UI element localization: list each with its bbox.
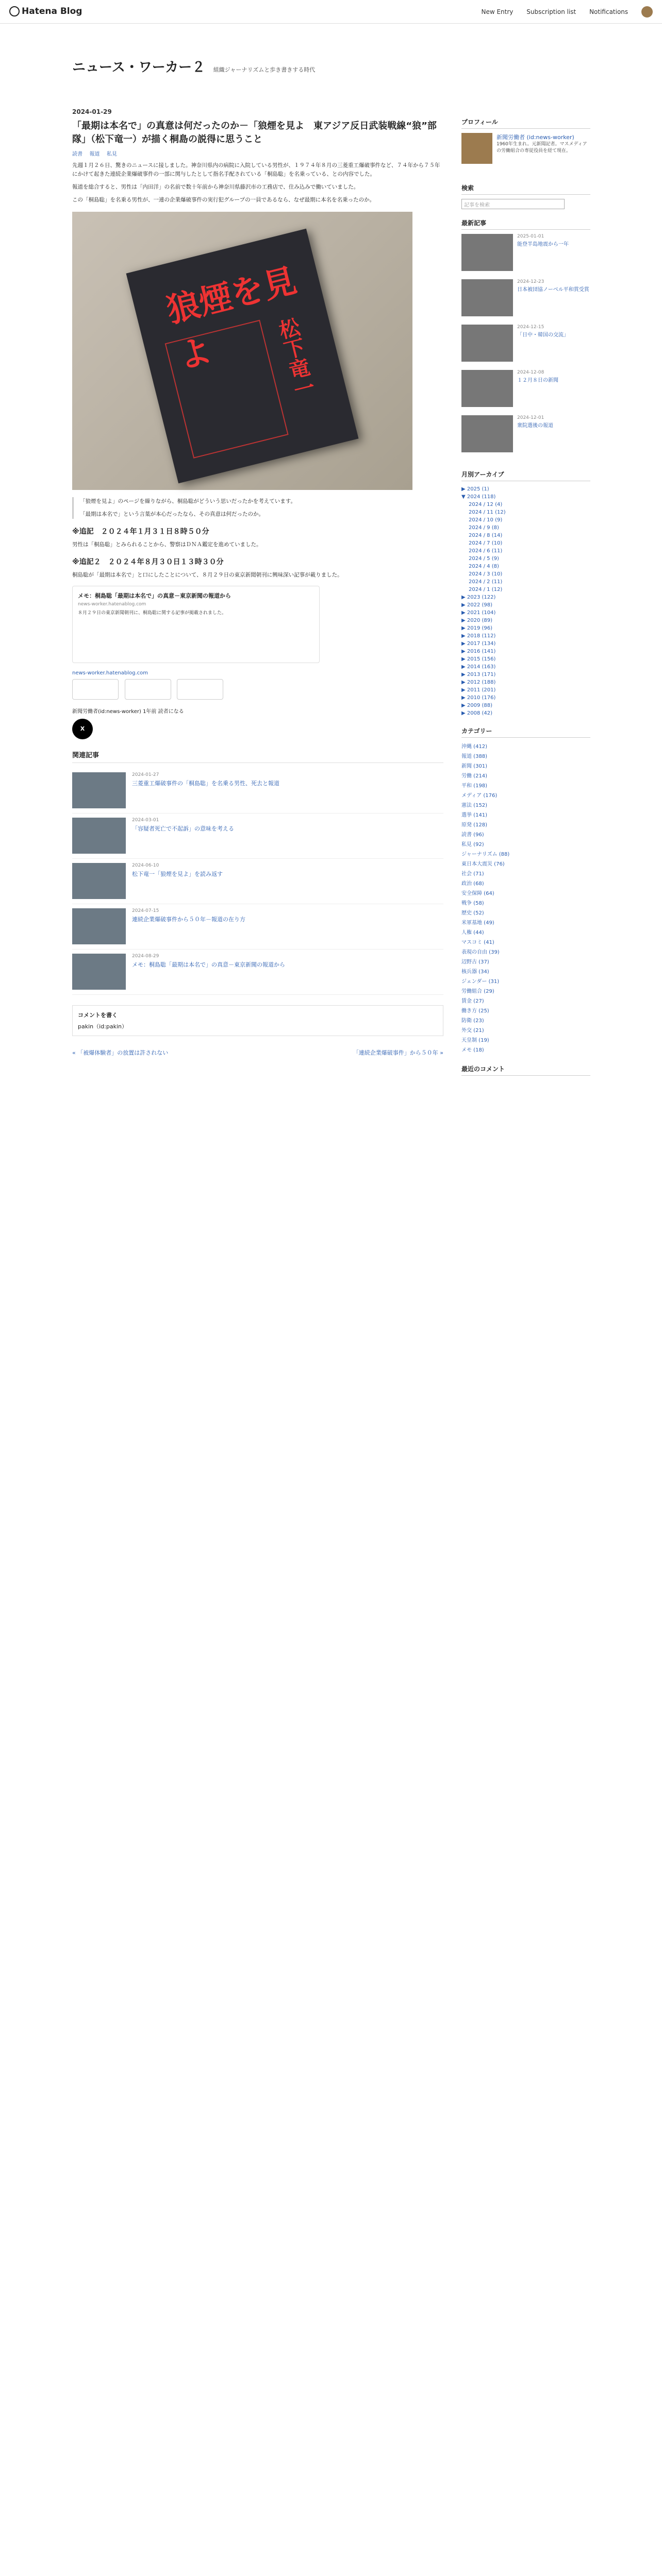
category-list xyxy=(461,742,590,1055)
archive-item[interactable]: ▶ 2013 (171) xyxy=(461,672,496,677)
archive-item[interactable]: ▶ 2014 (163) xyxy=(461,664,496,670)
recent-date: 2024-12-15 xyxy=(517,325,544,330)
paragraph: 先週１月２６日、驚きのニュースに接しました。神奈川県内の病院に入院している男性が、１９７４年８月の三菱重工爆破事件など、７４年から７５年にかけて起きた連続企業爆破事件の一部に関与したとして指名手配されている「桐島聡」を名乗っている、との内容でした。 xyxy=(72,162,440,177)
archive-item[interactable]: 2024 / 10 (9) xyxy=(469,517,503,523)
archive-item[interactable]: 2024 / 8 (14) xyxy=(469,533,503,538)
recent-title[interactable]: 「日中・韓国の交流」 xyxy=(517,332,569,338)
category-item[interactable]: 核兵器 (34) xyxy=(461,969,489,975)
archive-item[interactable]: ▶ 2010 (176) xyxy=(461,695,496,701)
archive-item[interactable]: ▶ 2011 (201) xyxy=(461,687,496,693)
archive-item[interactable]: 2024 / 3 (10) xyxy=(469,571,503,577)
profile xyxy=(461,133,590,174)
category-item[interactable]: メモ (18) xyxy=(461,1047,484,1053)
recent-item[interactable] xyxy=(461,370,590,415)
quote-line: 「狼煙を見よ」のページを繰りながら、桐島聡がどういう思いだったかを考えています。 xyxy=(80,498,296,504)
book-photo xyxy=(72,212,412,490)
comment-heading[interactable]: コメントを書く xyxy=(78,1012,118,1019)
hatena-bookmark-button[interactable] xyxy=(72,679,119,700)
related-thumb[interactable] xyxy=(72,954,126,990)
comment-box[interactable] xyxy=(72,1005,443,1036)
category-item[interactable]: 報道 (388) xyxy=(461,754,488,759)
archive-item[interactable]: ▶ 2008 (42) xyxy=(461,710,493,716)
related-title[interactable]: 松下竜一「狼煙を見よ」を読み返す xyxy=(132,871,223,877)
archive-item[interactable]: 2024 / 4 (8) xyxy=(469,564,499,569)
prev-entry-link[interactable]: « 「被爆体験者」の放置は許されない xyxy=(72,1049,169,1056)
category-item[interactable]: 読書 (96) xyxy=(461,832,484,838)
search-input[interactable]: 記事を検索 xyxy=(461,199,565,209)
blog-card[interactable] xyxy=(72,586,320,663)
logo-text: Hatena Blog xyxy=(22,6,82,16)
new-entry-link[interactable]: New Entry xyxy=(481,8,514,15)
archive-item[interactable]: ▶ 2015 (156) xyxy=(461,656,496,662)
archive-item[interactable]: ▶ 2021 (104) xyxy=(461,610,496,616)
category-item[interactable]: 賃金 (27) xyxy=(461,998,484,1004)
category-item[interactable]: 平和 (198) xyxy=(461,783,488,789)
related-title[interactable]: 三菱重工爆破事件の「桐島聡」を名乗る男性、死去と報道 xyxy=(132,780,279,787)
blog-card-title[interactable]: メモ：桐島聡「最期は本名で」の真意－東京新聞の報道から xyxy=(78,592,231,599)
notifications-link[interactable]: Notifications xyxy=(589,8,628,15)
author-line: 新聞労働者(id:news-worker) 1年前 読者になる xyxy=(72,709,184,715)
line-button[interactable] xyxy=(177,679,223,700)
recent-thumb[interactable] xyxy=(461,234,513,271)
category-item[interactable]: 外交 (21) xyxy=(461,1028,484,1033)
archive-item[interactable]: 2024 / 7 (10) xyxy=(469,540,503,546)
related-date: 2024-01-27 xyxy=(132,772,159,777)
related-thumb[interactable] xyxy=(72,908,126,944)
recent-date: 2024-12-08 xyxy=(517,370,544,375)
facebook-button[interactable] xyxy=(125,679,171,700)
archive-item[interactable]: ▶ 2025 (1) xyxy=(461,486,489,492)
category-heading: カテゴリー xyxy=(461,726,590,738)
blog-card-summary: ８月２９日の東京新聞朝刊に、桐島聡に関する記事が掲載されました。 xyxy=(78,611,227,616)
category-item[interactable]: マスコミ (41) xyxy=(461,940,494,945)
addendum-text: 桐島聡が「最期は本名で」と口にしたことについて、８月２９日の東京新聞朝刊に興味深い記事が載りました。 xyxy=(72,572,343,578)
related-item[interactable] xyxy=(72,950,443,995)
related-heading: 関連記事 xyxy=(72,750,443,763)
recent-date: 2024-12-01 xyxy=(517,415,544,420)
entry-title[interactable]: 「最期は本名で」の真意は何だったのか－「狼煙を見よ 東アジア反日武装戦線“狼”部隊」（松下竜一）が描く桐島の説得に思うこと xyxy=(72,121,437,145)
hatena-logo-icon xyxy=(9,6,20,16)
related-title[interactable]: 連続企業爆破事件から５０年－報道の在り方 xyxy=(132,916,245,923)
recent-title[interactable]: 日本被団協ノーベル平和賞受賞 xyxy=(517,287,589,293)
category-item[interactable]: 戦争 (58) xyxy=(461,901,484,906)
quote xyxy=(72,497,443,519)
recent-comments-heading: 最近のコメント xyxy=(461,1064,590,1076)
related-date: 2024-03-01 xyxy=(132,818,159,823)
category-item[interactable]: 労働 (214) xyxy=(461,773,488,779)
category-link[interactable]: 報道 xyxy=(89,151,100,157)
related-entries xyxy=(72,750,443,995)
addendum-heading: ※追記 ２０２４年１月３１日８時５０分 xyxy=(72,528,209,536)
entry-body xyxy=(72,161,443,663)
archive-item[interactable]: ▶ 2022 (98) xyxy=(461,602,493,608)
category-item[interactable]: 新聞 (301) xyxy=(461,764,488,769)
recent-title[interactable]: 能登半島地震から一年 xyxy=(517,242,569,247)
category-item[interactable]: メディア (176) xyxy=(461,793,498,799)
category-item[interactable]: 表現の自由 (39) xyxy=(461,950,500,955)
archive-item[interactable]: 2024 / 6 (11) xyxy=(469,548,503,554)
x-share-icon[interactable]: X xyxy=(72,719,93,739)
top-bar xyxy=(0,0,662,24)
main-column xyxy=(72,108,443,1057)
category-item[interactable]: 原発 (128) xyxy=(461,822,488,828)
paragraph: 報道を総合すると、男性は「内田洋」の名前で数十年前から神奈川県藤沢市の工務店で、住み込みで働いていました。 xyxy=(72,184,359,190)
search-heading: 検索 xyxy=(461,183,590,195)
category-item[interactable]: 選挙 (141) xyxy=(461,812,488,818)
addendum-text: 男性は「桐島聡」とみられることから、警察はＤＮＡ鑑定を進めていました。 xyxy=(72,541,262,548)
recent-thumb[interactable] xyxy=(461,279,513,316)
related-thumb[interactable] xyxy=(72,818,126,854)
archive-item[interactable]: 2024 / 1 (12) xyxy=(469,587,503,592)
hatena-logo[interactable] xyxy=(9,6,82,16)
category-item[interactable]: 労働組合 (29) xyxy=(461,989,494,994)
archive-item[interactable]: 2024 / 5 (9) xyxy=(469,556,499,562)
archive-item[interactable]: ▶ 2017 (134) xyxy=(461,641,496,647)
archive-item[interactable]: ▶ 2019 (96) xyxy=(461,625,493,631)
archive-item[interactable]: ▶ 2012 (188) xyxy=(461,680,496,685)
category-item[interactable]: 安全保障 (64) xyxy=(461,891,494,896)
blog-header xyxy=(72,57,588,88)
category-link[interactable]: 私見 xyxy=(107,151,117,157)
archive-item[interactable]: ▶ 2023 (122) xyxy=(461,595,496,600)
category-item[interactable]: 私見 (92) xyxy=(461,842,484,848)
archive-item[interactable]: 2024 / 9 (8) xyxy=(469,525,499,531)
recent-title[interactable]: 衆院選後の報道 xyxy=(517,423,553,429)
subscription-link[interactable]: Subscription list xyxy=(526,8,576,15)
related-date: 2024-08-29 xyxy=(132,954,159,959)
profile-name[interactable]: 新聞労働者 (id:news-worker) xyxy=(496,134,574,141)
related-item[interactable] xyxy=(72,814,443,859)
category-item[interactable]: 社会 (71) xyxy=(461,871,484,877)
cover-author-art: 松下竜一 xyxy=(273,315,317,402)
category-item[interactable]: 米軍基地 (49) xyxy=(461,920,494,926)
related-date: 2024-06-10 xyxy=(132,863,159,868)
category-item[interactable]: 辺野古 (37) xyxy=(461,959,489,965)
comment-user: pakin（id:pakin） xyxy=(78,1023,127,1030)
archive-item[interactable]: 2024 / 12 (4) xyxy=(469,502,503,507)
share-area xyxy=(72,670,443,739)
category-item[interactable]: ジャーナリズム (88) xyxy=(461,852,510,857)
related-title[interactable]: 「容疑者死亡で不起訴」の意味を考える xyxy=(132,825,234,832)
blog-title[interactable]: ニュース・ワーカー２ xyxy=(72,60,206,75)
category-item[interactable]: 天皇制 (19) xyxy=(461,1038,489,1043)
cover-title-art: 狼煙を見よ xyxy=(162,261,301,377)
category-item[interactable]: 働き方 (25) xyxy=(461,1008,489,1014)
related-date: 2024-07-15 xyxy=(132,908,159,913)
pager xyxy=(72,1048,443,1057)
blog-description: 組織ジャーナリズムと歩き書きする時代 xyxy=(213,66,316,73)
archive-item[interactable]: 2024 / 11 (12) xyxy=(469,510,506,515)
related-item[interactable] xyxy=(72,859,443,904)
recent-date: 2024-12-23 xyxy=(517,279,544,284)
related-thumb[interactable] xyxy=(72,772,126,808)
top-nav xyxy=(470,6,653,18)
profile-avatar[interactable] xyxy=(461,133,492,164)
recent-item[interactable] xyxy=(461,234,590,279)
archive-heading: 月別アーカイブ xyxy=(461,470,590,481)
avatar[interactable] xyxy=(641,6,653,18)
recent-thumb[interactable] xyxy=(461,415,513,452)
archive-item[interactable]: ▶ 2020 (89) xyxy=(461,618,493,623)
archive-item[interactable]: ▶ 2009 (88) xyxy=(461,703,493,708)
paragraph: この「桐島聡」を名乗る男性が、一連の企業爆破事件の実行犯グループの一員であるなら、なぜ最期に本名を名乗ったのか。 xyxy=(72,197,375,203)
archive-item[interactable]: ▶ 2016 (141) xyxy=(461,649,496,654)
archive-item[interactable]: ▼ 2024 (118) xyxy=(461,494,496,500)
next-entry-link[interactable]: 「連続企業爆破事件」から５０年 » xyxy=(353,1049,443,1056)
archive-item[interactable]: 2024 / 2 (11) xyxy=(469,579,503,585)
category-item[interactable]: 歴史 (52) xyxy=(461,910,484,916)
blog-card-url: news-worker.hatenablog.com xyxy=(78,602,146,607)
related-title[interactable]: メモ：桐島聡「最期は本名で」の真意－東京新聞の報道から xyxy=(132,961,285,968)
sidebar xyxy=(461,108,590,1080)
recent-heading: 最新記事 xyxy=(461,218,590,230)
recent-item[interactable] xyxy=(461,415,590,461)
category-item[interactable]: 憲法 (152) xyxy=(461,803,488,808)
archive-item[interactable]: ▶ 2018 (112) xyxy=(461,633,496,639)
category-item[interactable]: 沖縄 (412) xyxy=(461,744,488,750)
recent-date: 2025-01-01 xyxy=(517,234,544,239)
share-url[interactable]: news-worker.hatenablog.com xyxy=(72,670,148,676)
category-item[interactable]: 東日本大震災 (76) xyxy=(461,861,505,867)
recent-title[interactable]: １２月８日の新聞 xyxy=(517,378,558,383)
related-item[interactable] xyxy=(72,768,443,814)
recent-thumb[interactable] xyxy=(461,325,513,362)
quote-line: 「最期は本名で」という言葉が本心だったなら、その真意は何だったのか。 xyxy=(80,511,264,517)
book-cover xyxy=(126,229,359,484)
entry-date[interactable]: 2024-01-29 xyxy=(72,108,112,115)
category-item[interactable]: 防衛 (23) xyxy=(461,1018,484,1024)
related-item[interactable] xyxy=(72,904,443,950)
archive-list xyxy=(461,485,590,717)
profile-heading: プロフィール xyxy=(461,117,590,129)
recent-thumb[interactable] xyxy=(461,370,513,407)
category-link[interactable]: 読書 xyxy=(72,151,82,157)
entry-categories xyxy=(72,149,443,157)
category-item[interactable]: ジェンダー (31) xyxy=(461,979,500,985)
recent-item[interactable] xyxy=(461,325,590,370)
category-item[interactable]: 人権 (44) xyxy=(461,930,484,936)
category-item[interactable]: 政治 (68) xyxy=(461,881,484,887)
related-thumb[interactable] xyxy=(72,863,126,899)
addendum-heading: ※追記２ ２０２４年８月３０日１３時３０分 xyxy=(72,558,224,566)
recent-item[interactable] xyxy=(461,279,590,325)
profile-bio: 1960年生まれ。元新聞記者。マスメディアの労働組合の専従役員を経て現在。 xyxy=(496,142,587,154)
